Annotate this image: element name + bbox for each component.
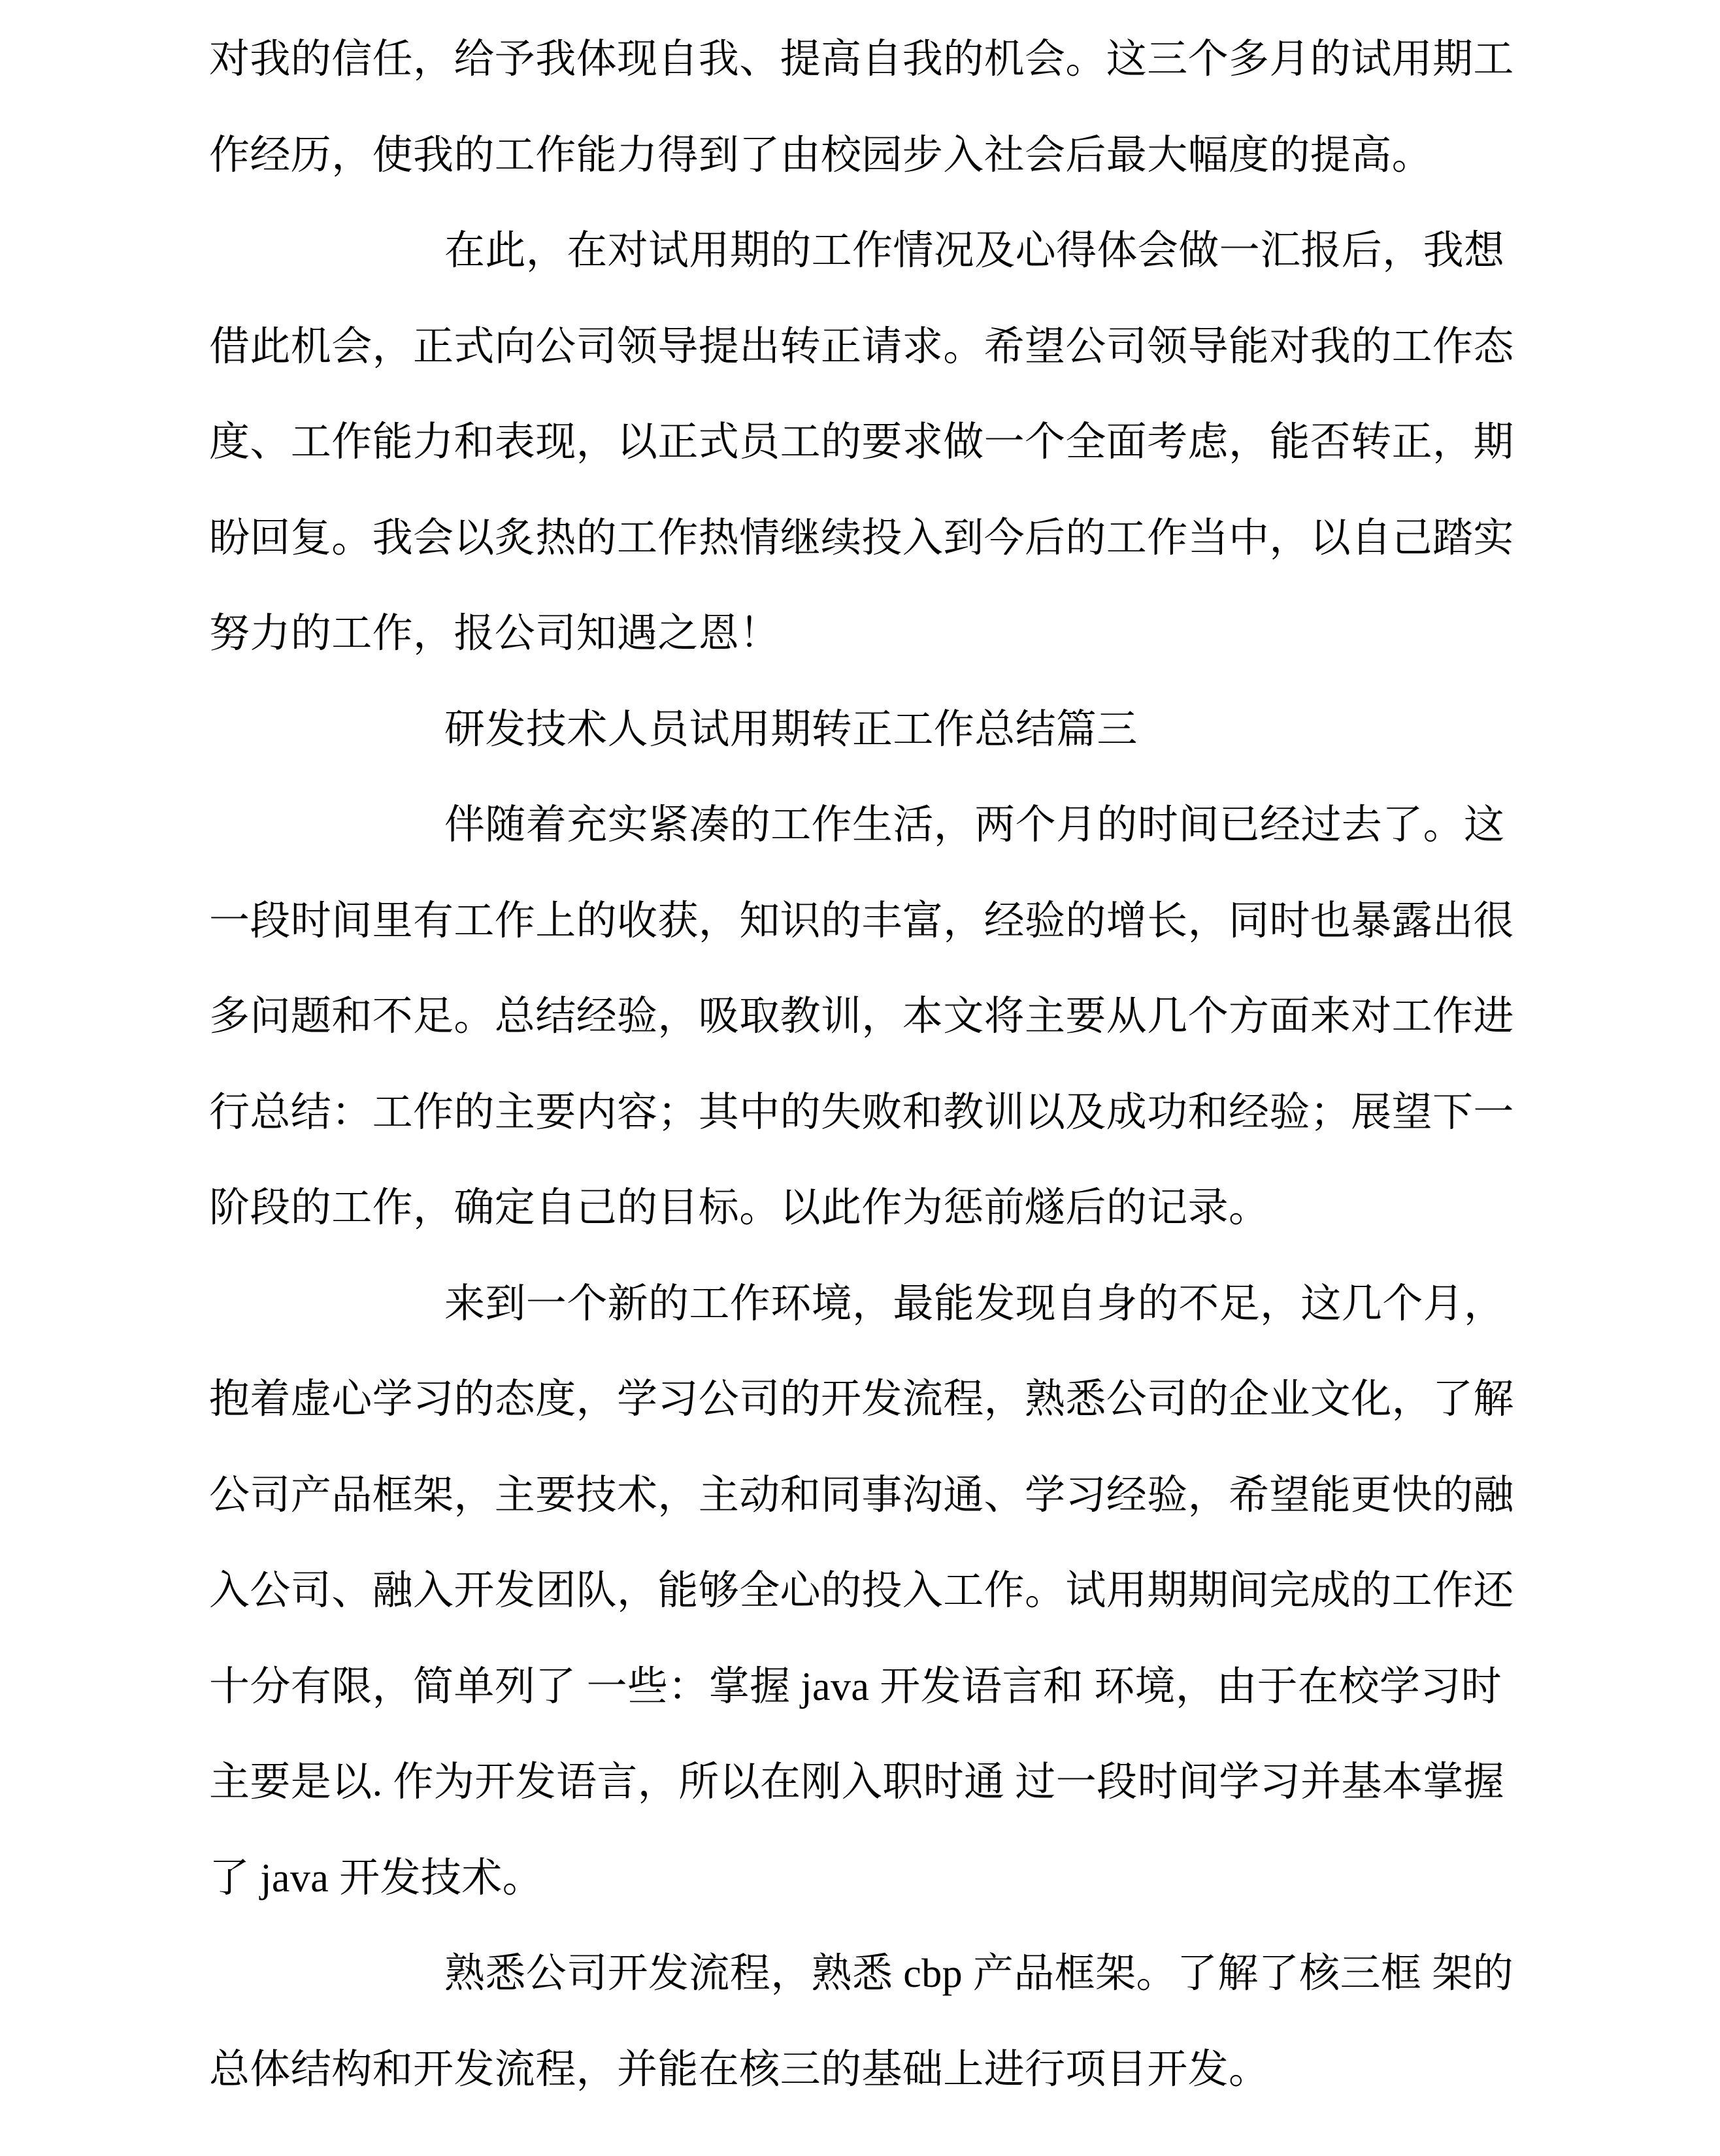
- text-line: 总体结构和开发流程，并能在核三的基础上进行项目开发。: [209, 2047, 1270, 2092]
- text-line: 入公司、融入开发团队，能够全心的投入工作。试用期期间完成的工作还: [209, 1569, 1514, 1613]
- text-line: 行总结：工作的主要内容；其中的失败和教训以及成功和经验；展望下一: [209, 1090, 1514, 1135]
- text-line: 公司产品框架，主要技术，主动和同事沟通、学习经验，希望能更快的融: [209, 1473, 1514, 1518]
- text-line: 十分有限，简单列了 一些：掌握 java 开发语言和 环境，由于在校学习时: [209, 1664, 1502, 1709]
- text-line: 阶段的工作，确定自己的目标。以此作为惩前燧后的记录。: [209, 1186, 1270, 1230]
- text-line: 一段时间里有工作上的收获，知识的丰富，经验的增长，同时也暴露出很: [209, 898, 1514, 943]
- text-line: 对我的信任，给予我体现自我、提高自我的机会。这三个多月的试用期工: [209, 37, 1514, 82]
- text-line: 熟悉公司开发流程，熟悉 cbp 产品框架。了解了核三框 架的: [444, 1952, 1514, 1996]
- text-line: 作经历，使我的工作能力得到了由校园步入社会后最大幅度的提高。: [209, 133, 1433, 178]
- text-line: 抱着虚心学习的态度，学习公司的开发流程，熟悉公司的企业文化，了解: [209, 1377, 1514, 1422]
- text-line: 盼回复。我会以炙热的工作热情继续投入到今后的工作当中，以自己踏实: [209, 515, 1514, 561]
- text-line: 在此，在对试用期的工作情况及心得体会做一汇报后，我想: [444, 229, 1505, 273]
- text-line: 多问题和不足。总结经验，吸取教训，本文将主要从几个方面来对工作进: [209, 994, 1514, 1039]
- text-line: 来到一个新的工作环境，最能发现自身的不足，这几个月，: [444, 1281, 1505, 1326]
- section-heading-line: 研发技术人员试用期转正工作总结篇三: [444, 707, 1138, 752]
- text-line: 度、工作能力和表现，以正式员工的要求做一个全面考虑，能否转正，期: [209, 420, 1514, 465]
- text-line: 了 java 开发技术。: [209, 1855, 544, 1901]
- text-line: 借此机会，正式向公司领导提出转正请求。希望公司领导能对我的工作态: [209, 324, 1514, 369]
- text-line: 努力的工作，报公司知遇之恩！: [209, 612, 780, 656]
- text-line: 伴随着充实紧凑的工作生活，两个月的时间已经过去了。这: [444, 803, 1505, 847]
- text-line: 主要是以. 作为开发语言，所以在刚入职时通 过一段时间学习并基本掌握: [209, 1760, 1505, 1805]
